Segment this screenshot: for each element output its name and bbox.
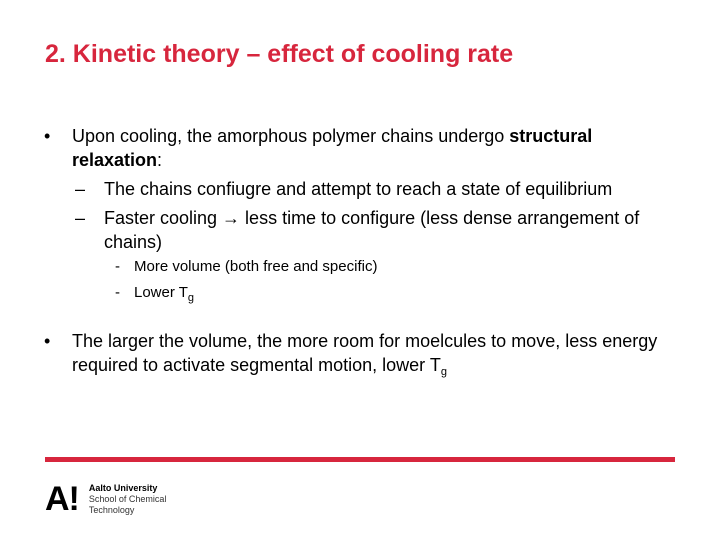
logo-text <box>89 483 167 516</box>
bullet-text: Upon cooling, the amorphous polymer chains undergo <box>72 126 510 146</box>
subsubbullet-text: More volume (both free and specific) <box>134 258 378 275</box>
subbullet-text: The chains confiugre and attempt to reach a state of equilibrium <box>104 179 613 199</box>
footer-divider <box>45 457 675 462</box>
bullet-larger-volume <box>0 329 672 380</box>
subsubbullet-lower-tg <box>0 280 720 307</box>
bullet-text: The larger the volume, the more room for moelcules to move, less energy required to activate segmental motion, lower T <box>72 331 658 375</box>
subsubbullet-mark: - <box>115 258 120 275</box>
subsubbullet-more-volume <box>0 254 720 280</box>
logo-mark: A! <box>45 480 79 518</box>
bullet-mark: • <box>44 126 51 146</box>
subsubbullet-mark: - <box>115 284 120 301</box>
bullet-text-end: : <box>157 150 163 170</box>
bullet-bold-term: structural relaxation <box>72 126 593 170</box>
slide-body <box>0 124 720 380</box>
subbullet-text: Faster cooling → less time to configure (less dense arrangement of chains) <box>104 208 640 252</box>
aalto-logo <box>45 482 166 516</box>
subsubbullet-text: Lower T <box>134 284 188 301</box>
subbullet-mark: – <box>75 208 86 228</box>
subscript-g: g <box>187 292 195 304</box>
subscript-g: g <box>440 366 447 378</box>
logo-school-line1: School of Chemical <box>88 493 167 504</box>
slide-title: 2. Kinetic theory – effect of cooling rate <box>45 40 514 68</box>
subbullet-equilibrium <box>0 177 684 201</box>
bullet-mark: • <box>44 331 51 351</box>
logo-school-line2: Technology <box>88 504 135 515</box>
bullet-structural-relaxation <box>0 124 672 172</box>
subbullet-faster-cooling <box>0 206 684 254</box>
logo-university: Aalto University <box>88 482 158 493</box>
subbullet-mark: – <box>75 179 86 199</box>
